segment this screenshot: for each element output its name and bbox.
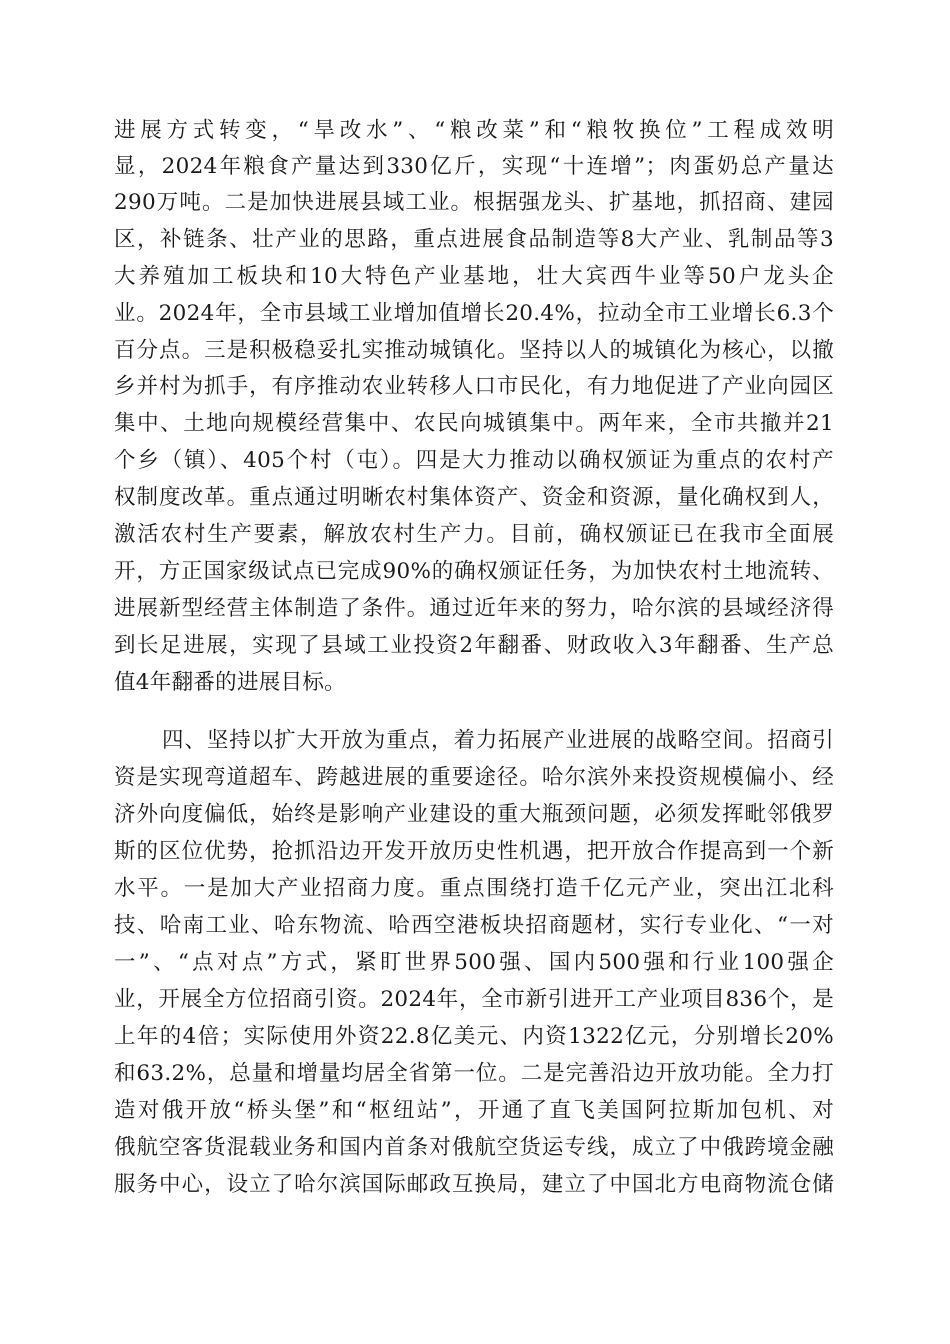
text-line: 服务中心，设立了哈尔滨国际邮政互换局，建立了中国北方电商物流仓储 [114,1172,834,1197]
text-line: 济外向度偏低，始终是影响产业建设的重大瓶颈问题，必须发挥毗邻俄罗 [114,802,834,827]
text-line: 个乡（镇）、405个村（屯）。四是大力推动以确权颁证为重点的农村产 [114,448,834,473]
text-line: 四、坚持以扩大开放为重点，着力拓展产业进展的战略空间。招商引 [162,728,834,753]
text-line: 资是实现弯道超车、跨越进展的重要途径。哈尔滨外来投资规模偏小、经 [114,765,834,790]
text-line: 技、哈南工业、哈东物流、哈西空港板块招商题材，实行专业化、“一对 [114,913,834,938]
text-line: 激活农村生产要素，解放农村生产力。目前，确权颁证已在我市全面展 [114,522,834,547]
text-line: 造对俄开放“桥头堡”和“枢纽站”，开通了直飞美国阿拉斯加包机、对 [114,1098,834,1123]
text-line: 水平。一是加大产业招商力度。重点围绕打造千亿元产业，突出江北科 [114,876,834,901]
text-line: 290万吨。二是加快进展县域工业。根据强龙头、扩基地，抓招商、建园 [114,190,834,215]
text-line: 俄航空客货混载业务和国内首条对俄航空货运专线，成立了中俄跨境金融 [114,1135,834,1160]
text-line: 进展新型经营主体制造了条件。通过近年来的努力，哈尔滨的县域经济得 [114,596,834,621]
text-line: 一”、“点对点”方式，紧盯世界500强、国内500强和行业100强企 [114,950,834,975]
text-line: 到长足进展，实现了县域工业投资2年翻番、财政收入3年翻番、生产总 [114,633,834,658]
text-line: 和63.2%，总量和增量均居全省第一位。二是完善沿边开放功能。全力打 [114,1061,834,1086]
text-line: 集中、土地向规模经营集中、农民向城镇集中。两年来，全市共撤并21 [114,411,834,436]
text-line: 业。2024年，全市县域工业增加值增长20.4%，拉动全市工业增长6.3个 [114,301,834,326]
text-line: 百分点。三是积极稳妥扎实推动城镇化。坚持以人的城镇化为核心，以撤 [114,338,834,363]
text-line: 斯的区位优势，抢抓沿边开发开放历史性机遇，把开放合作提高到一个新 [114,839,834,864]
text-line: 区，补链条、壮产业的思路，重点进展食品制造等8大产业、乳制品等3 [114,227,834,252]
text-line: 权制度改革。重点通过明晰农村集体资产、资金和资源，量化确权到人， [114,485,834,510]
text-line: 大养殖加工板块和10大特色产业基地，壮大宾西牛业等50户龙头企 [114,264,834,289]
text-line: 进展方式转变，“旱改水”、“粮改菜”和“粮牧换位”工程成效明 [114,118,834,143]
text-line: 显，2024年粮食产量达到330亿斤，实现“十连增”；肉蛋奶总产量达 [114,154,834,179]
text-line: 开，方正国家级试点已完成90%的确权颁证任务，为加快农村土地流转、 [114,559,834,584]
text-line: 业，开展全方位招商引资。2024年，全市新引进开工产业项目836个，是 [114,987,834,1012]
text-line: 乡并村为抓手，有序推动农业转移人口市民化，有力地促进了产业向园区 [114,374,834,399]
text-line: 上年的4倍；实际使用外资22.8亿美元、内资1322亿元，分别增长20% [114,1024,834,1049]
text-line: 值4年翻番的进展目标。 [114,670,346,695]
